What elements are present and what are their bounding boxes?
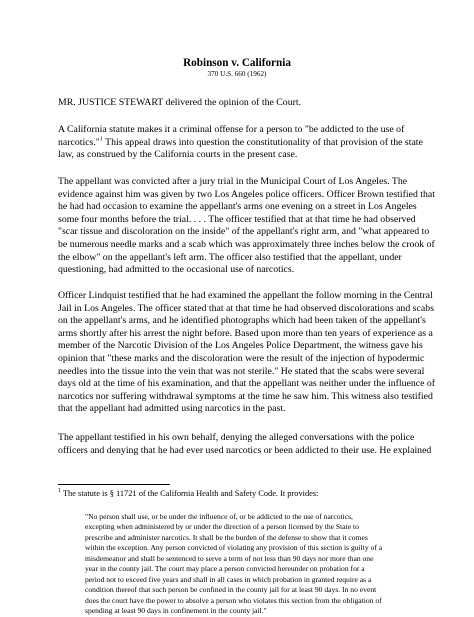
case-citation: 370 U.S. 660 (1962) xyxy=(207,70,267,78)
text-line: officers and denying that he had ever used narcotics or been addicted to their use. He explained xyxy=(58,444,432,456)
footnote-ref[interactable]: 1 xyxy=(99,136,103,143)
footnote-statute-quote xyxy=(85,512,382,617)
footnote-divider xyxy=(58,484,170,485)
text-fragment: This appeal draws into question the constitutionality of that provision of the state xyxy=(102,136,423,148)
text-line: law, as construed by the California courts in the present case. xyxy=(58,149,298,161)
quote-line: prescribe and administer narcotics. It shall be the burden of the defense to show that it comes xyxy=(85,532,368,542)
footnote xyxy=(58,489,318,499)
paragraph-statute xyxy=(58,124,428,162)
quote-line: excepting when administered by or under the direction of a person licensed by the State to xyxy=(85,522,359,532)
paragraph-lindquist xyxy=(58,290,436,416)
text-line xyxy=(58,137,428,150)
text-line: member of the Narcotic Division of the Los Angeles Police Department, the witness gave his xyxy=(58,340,423,352)
footnote-marker: 1 xyxy=(58,488,61,495)
text-line: some four months before the trial. . . . The officer testified that at that time he had observed xyxy=(58,213,416,225)
text-line: that the appellant had admitted using narcotics in the past. xyxy=(58,403,286,415)
text-fragment: narcotics." xyxy=(58,136,100,148)
text-line: needles into the tissue into the vein that was not sterile." He stated that the scabs were several xyxy=(58,365,425,377)
opinion-intro xyxy=(58,97,428,110)
text-line: A California statute makes it a criminal offense for a person to "be addicted to the use of xyxy=(58,124,405,135)
text-line: arms shortly after his arrest the night before. Based upon more than ten years of experience as a xyxy=(58,327,433,339)
text-line: MR. JUSTICE STEWART delivered the opinion of the Court. xyxy=(58,97,302,108)
paragraph-appellant-testimony xyxy=(58,432,432,457)
page-title: Robinson v. California xyxy=(183,57,291,69)
text-line: he had had occasion to examine the appellant's arms one evening on a street in Los Angeles xyxy=(58,201,417,213)
text-line: narcotics nor suffering withdrawal symptoms at the time he saw him. This witness also testified xyxy=(58,390,433,402)
quote-line: spending at least 90 days in confinement in the county jail." xyxy=(85,606,267,616)
quote-line: year in the county jail. The court may place a person convicted hereunder on probation for a xyxy=(85,564,365,574)
quote-line: misdemeanor and shall be sentenced to serve a term of not less than 90 days nor more than one xyxy=(85,553,374,563)
text-line: "scar tissue and discoloration on the inside" of the appellant's right arm, and "what appeared to xyxy=(58,226,430,238)
text-line: The appellant testified in his own behalf, denying the alleged conversations with the police xyxy=(58,432,415,443)
paragraph-conviction xyxy=(58,176,435,277)
quote-line: "No person shall use, or be under the influence of, or be addicted to the use of narcotics, xyxy=(85,512,353,521)
text-line: Jail in Los Angeles. The officer stated that at that time he had observed discolorations and scabs xyxy=(58,302,434,314)
quote-line: condition thereof that such person be confined in the county jail for at least 90 days. In no event xyxy=(85,585,377,595)
quote-line: within the exception. Any person convicted of violating any provision of this section is guilty of a xyxy=(85,543,383,553)
text-line: opinion that "these marks and the discoloration were the result of the injection of hypodermic xyxy=(58,352,425,364)
text-line: be numerous needle marks and a scab which was approximately three inches below the crook of xyxy=(58,238,435,250)
text-line: evidence against him was given by two Los Angeles police officers. Officer Brown testified that xyxy=(58,188,435,200)
text-line: on the appellant's arms, and he identified photographs which had been taken of the appellant's xyxy=(58,315,426,327)
text-line: questioning, had admitted to the occasional use of narcotics. xyxy=(58,264,295,276)
quote-line: period not to exceed five years and shall in all cases in which probation in granted require as a xyxy=(85,574,372,584)
text-line: days old at the time of his examination, and that the appellant was neither under the influence of xyxy=(58,378,436,390)
text-line: The appellant was convicted after a jury trial in the Municipal Court of Los Angeles. The xyxy=(58,176,408,187)
quote-line: does the court have the power to absolve a person who violates this section from the obligation of xyxy=(85,595,382,605)
text-line: the elbow" on the appellant's left arm. The officer also testified that the appellant, under xyxy=(58,251,402,263)
text-line: Officer Lindquist testified that he had examined the appellant the follow morning in the Central xyxy=(58,290,433,301)
footnote-text: The statute is § 11721 of the California Health and Safety Code. It provides: xyxy=(61,489,319,498)
